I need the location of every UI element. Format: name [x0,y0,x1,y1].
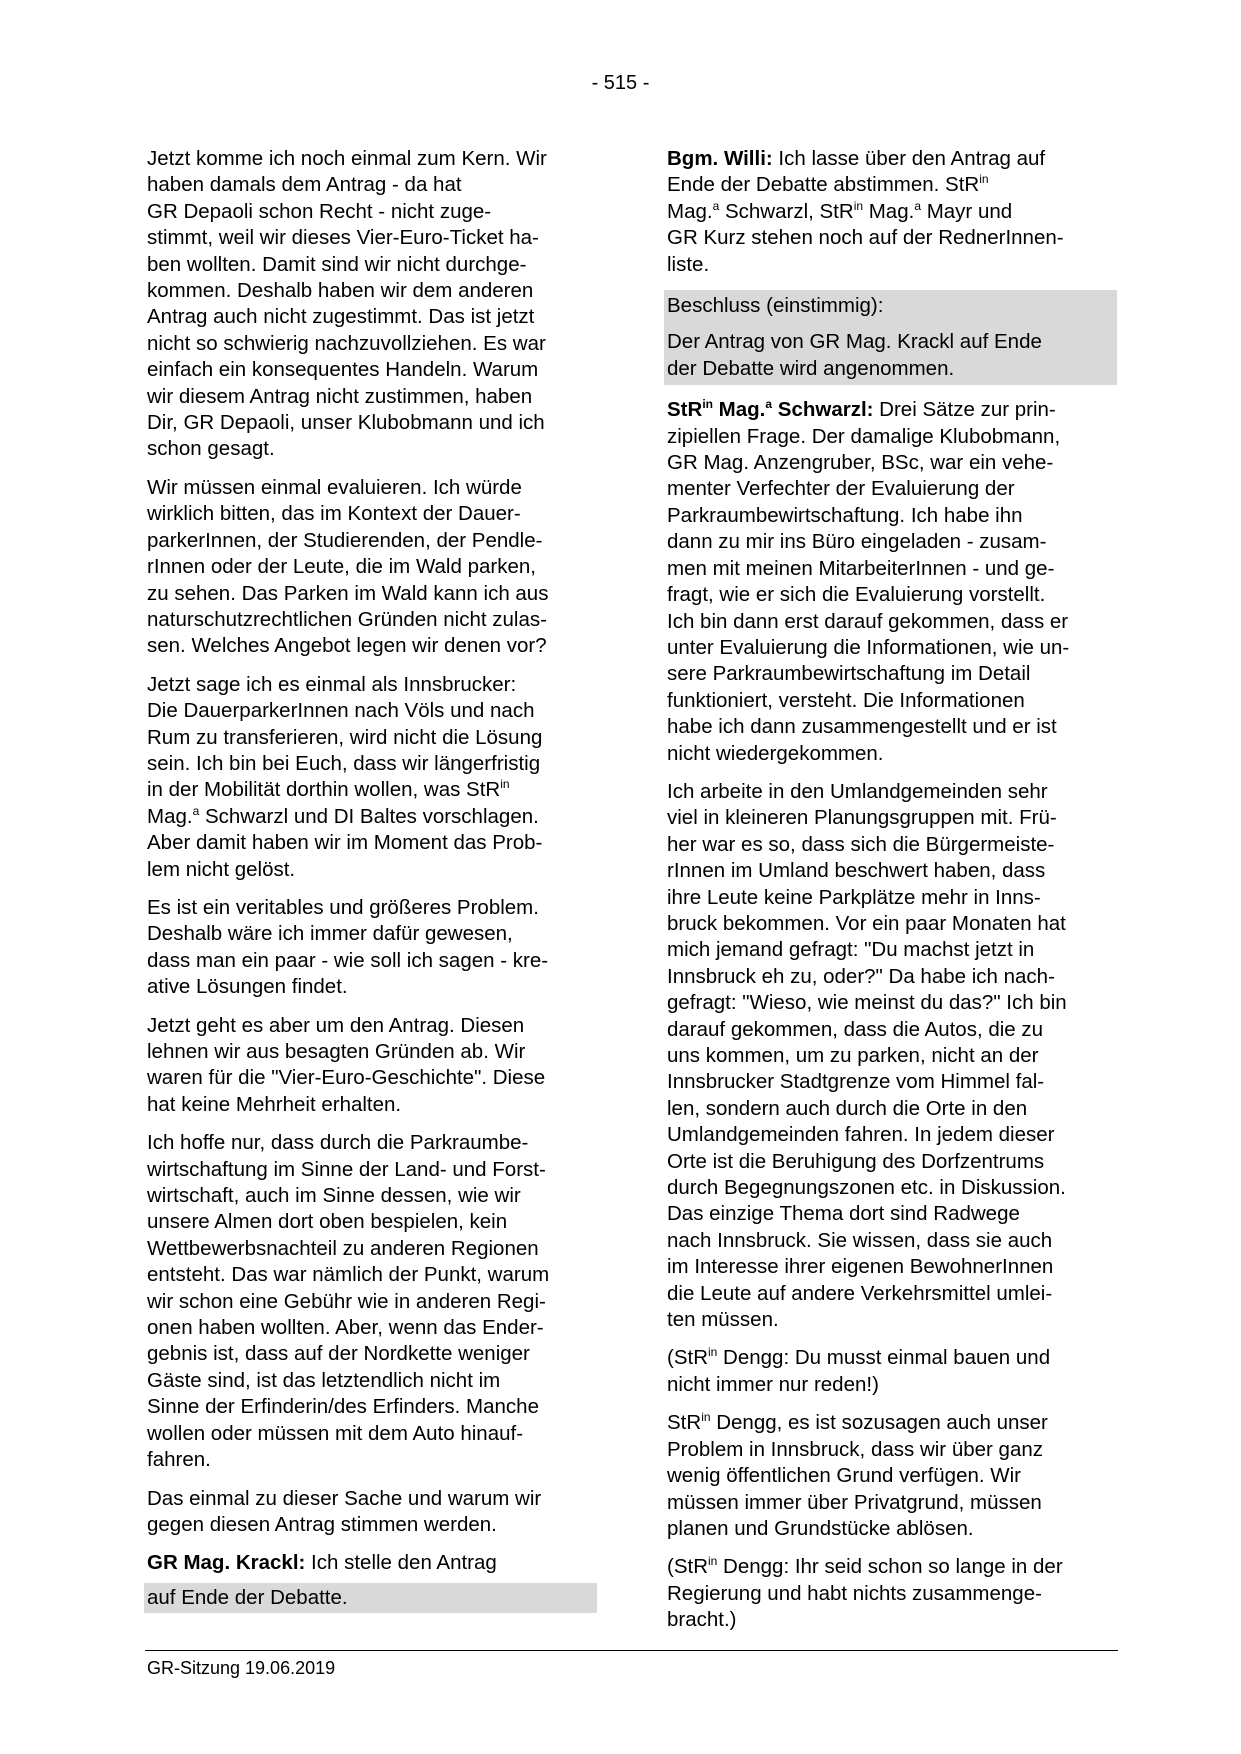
superscript: in [708,1554,718,1569]
text-line: Regierung und habt nichts zusammenge- [667,1581,1042,1605]
text-line: Die DauerparkerInnen nach Völs und nach [147,699,535,723]
text-line: fragt, wie er sich die Evaluierung vorstellt. [667,583,1046,607]
text-line: ten müssen. [667,1308,779,1332]
text-line: fahren. [147,1448,211,1472]
text-line: die Leute auf andere Verkehrsmittel umlei- [667,1281,1053,1305]
text-line: wir diesem Antrag nicht zustimmen, haben [147,384,533,408]
text-segment: in der Mobilität dorthin wollen, was StR [147,778,501,802]
text-line: rInnen oder der Leute, die im Wald parken, [147,555,536,579]
text-line: Innsbrucker Stadtgrenze vom Himmel fal- [667,1070,1045,1094]
text-line: einfach ein konsequentes Handeln. Warum [147,358,539,382]
text-line: Wir müssen einmal evaluieren. Ich würde [147,475,522,499]
text-line: auf Ende der Debatte. [147,1585,348,1609]
decision-title: Beschluss (einstimmig): [667,294,884,318]
text-line: wirtschaft, auch im Sinne dessen, wie wir [147,1184,521,1208]
speaker-name [667,398,873,421]
text-line [147,804,597,830]
text-line: dass man ein paar - wie soll ich sagen - kre- [147,948,549,972]
paragraph-evaluieren [147,475,597,660]
text-line: Antrag auch nicht zugestimmt. Das ist jetzt [147,305,535,329]
text-segment: Mag. [667,199,713,223]
text-line: Jetzt sage ich es einmal als Innsbrucker: [147,672,517,696]
text-line: Ich hoffe nur, dass durch die Parkraumbe- [147,1131,529,1155]
text-segment: Dengg: Ihr seid schon so lange in der [717,1555,1063,1579]
text-line: durch Begegnungszonen etc. in Diskussion. [667,1176,1066,1200]
superscript: in [500,777,510,792]
text-segment: Mayr und [921,199,1013,223]
text-line: parkerInnen, der Studierenden, der Pendle- [147,528,543,552]
text-line: sere Parkraumbewirtschaftung im Detail [667,662,1031,686]
text-line: lehnen wir aus besagten Gründen ab. Wir [147,1040,526,1063]
text-line: rInnen im Umland beschwert haben, dass [667,859,1046,883]
text-line: naturschutzrechtlichen Gründen nicht zulas- [147,607,547,631]
text-line: sein. Ich bin bei Euch, dass wir längerfristig [147,751,541,775]
text-segment: Schwarzl: [772,398,874,422]
text-line: entsteht. Das war nämlich der Punkt, warum [147,1263,550,1287]
text-segment: Dengg, es ist sozusagen auch unser [710,1411,1048,1435]
text-line: Jetzt komme ich noch einmal zum Kern. Wir [147,147,547,170]
superscript: in [708,1345,718,1360]
text-line: Orte ist die Beruhigung des Dorfzentrums [667,1149,1045,1173]
text-line [667,146,1117,172]
superscript: a [914,198,921,213]
text-line: Problem in Innsbruck, dass wir über ganz [667,1437,1044,1461]
superscript: in [701,1410,711,1425]
text-line: Wettbewerbsnachteil zu anderen Regionen [147,1236,539,1260]
text-line: liste. [667,252,710,276]
text-line: darauf gekommen, dass die Autos, die zu [667,1017,1044,1041]
text-line: kommen. Deshalb haben wir dem anderen [147,279,534,303]
text-line: Rum zu transferieren, wird nicht die Lösung [147,725,543,749]
text-line: müssen immer über Privatgrund, müssen [667,1490,1042,1514]
paragraph-kern [147,146,597,463]
text-line: gefragt: "Wieso, wie meinst du das?" Ich bin [667,991,1067,1015]
text-line: GR Kurz stehen noch auf der RednerInnen- [667,226,1064,250]
text-line: nach Innsbruck. Sie wissen, dass sie auch [667,1228,1053,1252]
text-line: wollen oder müssen mit dem Auto hinauf- [147,1421,524,1445]
text-line: nicht immer nur reden!) [667,1372,879,1396]
text-line [147,777,597,803]
text-line: hat keine Mehrheit erhalten. [147,1092,402,1116]
superscript: in [979,172,989,187]
text-segment: Ich stelle den Antrag [305,1551,497,1575]
text-line: GR Mag. Anzengruber, BSc, war ein vehe- [667,451,1054,475]
text-line: wir schon eine Gebühr wie in anderen Regi- [147,1289,546,1313]
text-segment: StR [667,398,703,422]
text-line: Es ist ein veritables und größeres Problem. [147,895,539,919]
text-line: men mit meinen MitarbeiterInnen - und ge- [667,556,1055,580]
text-line: wenig öffentlichen Grund verfügen. Wir [667,1464,1022,1488]
text-line: unter Evaluierung die Informationen, wie un- [667,635,1070,659]
superscript: in [702,397,713,412]
text-line: stimmt, weil wir dieses Vier-Euro-Ticket ha- [147,226,539,250]
paragraph-willi [667,146,1117,278]
text-line: Dir, GR Depaoli, unser Klubobmann und ich [147,411,545,435]
text-line: mich jemand gefragt: "Du machst jetzt in [667,938,1035,962]
text-line: Das einmal zu dieser Sache und warum wir [147,1486,542,1510]
text-line: zipiellen Frage. Der damalige Klubobmann, [667,424,1061,448]
paragraph-interjection-dengg-1 [667,1345,1117,1398]
text-line: zu sehen. Das Parken im Wald kann ich aus [147,581,549,605]
paragraph-parkraum [147,1130,597,1473]
text-line: onen haben wollten. Aber, wenn das Ender- [147,1316,544,1340]
superscript: a [765,397,773,412]
text-line: Das einzige Thema dort sind Radwege [667,1202,1020,1226]
text-segment: Ich lasse über den Antrag auf [772,147,1046,170]
text-line: bracht.) [667,1608,737,1632]
paragraph-schwarzl [667,397,1117,767]
text-line: unsere Almen dort oben bespielen, kein [147,1210,508,1234]
paragraph-sache [147,1486,597,1539]
text-line: Umlandgemeinden fahren. In jedem dieser [667,1123,1055,1147]
text-line: funktioniert, versteht. Die Informationen [667,688,1025,712]
text-line: sen. Welches Angebot legen wir denen vor? [147,634,547,658]
text-line: waren für die "Vier-Euro-Geschichte". Diese [147,1066,546,1090]
text-line: im Interesse ihrer eigenen BewohnerInnen [667,1255,1054,1279]
decision-box [664,290,1117,385]
decision-text-line: Der Antrag von GR Mag. Krackl auf Ende [667,330,1042,354]
text-line: menter Verfechter der Evaluierung der [667,477,1015,501]
paragraph-innsbrucker [147,672,597,883]
text-line [667,1554,1117,1580]
text-line: nicht wiedergekommen. [667,741,884,765]
text-line [667,397,1117,423]
text-line: ihre Leute keine Parkplätze mehr in Inns- [667,885,1041,909]
speaker-name: GR Mag. Krackl: [147,1551,306,1575]
paragraph-krackl [147,1550,597,1576]
text-line: Ich arbeite in den Umlandgemeinden sehr [667,779,1048,803]
footer-session-date: GR-Sitzung 19.06.2019 [147,1658,336,1678]
text-line: her war es so, dass sich die Bürgermeiste- [667,832,1055,856]
text-segment: (StR [667,1555,708,1579]
superscript: a [192,803,200,818]
superscript: a [712,198,720,213]
text-segment: Schwarzl, StR [719,199,854,223]
left-column [147,146,597,1613]
speaker-name: Bgm. Willi: [667,147,773,170]
text-line: bruck bekommen. Vor ein paar Monaten hat [667,911,1066,935]
footer-divider [145,1650,1118,1651]
text-line: Gäste sind, ist das letztendlich nicht im [147,1368,501,1392]
right-column [667,146,1117,1646]
paragraph-umland [667,779,1117,1334]
text-line: nicht so schwierig nachzuvollziehen. Es war [147,331,546,355]
text-line: len, sondern auch durch die Orte in den [667,1096,1028,1120]
text-segment: Mag. [712,398,766,422]
text-line: lem nicht gelöst. [147,857,296,881]
text-segment: Mag. [147,804,193,828]
text-line: gegen diesen Antrag stimmen werden. [147,1512,497,1536]
paragraph-interjection-dengg-2 [667,1554,1117,1633]
text-line [667,199,1117,225]
shaded-motion [144,1583,597,1613]
text-line: Jetzt geht es aber um den Antrag. Diesen [147,1013,525,1037]
text-segment: Drei Sätze zur prin- [873,398,1056,422]
text-line: Sinne der Erfinderin/des Erfinders. Manche [147,1395,539,1419]
text-line: schon gesagt. [147,437,275,461]
text-line: Parkraumbewirtschaftung. Ich habe ihn [667,503,1023,527]
text-line: Deshalb wäre ich immer dafür gewesen, [147,922,513,946]
text-segment: (StR [667,1346,708,1370]
text-line [667,1345,1117,1371]
text-line: planen und Grundstücke ablösen. [667,1516,974,1540]
text-line: wirtschaftung im Sinne der Land- und Forst- [147,1157,546,1181]
text-line: Innsbruck eh zu, oder?" Da habe ich nach- [667,964,1055,988]
paragraph-problem [147,895,597,1001]
text-segment: Dengg: Du musst einmal bauen und [717,1346,1051,1370]
text-segment: Schwarzl und DI Baltes vorschlagen. [199,804,539,828]
text-line: Ich bin dann erst darauf gekommen, dass er [667,609,1069,633]
text-line: habe ich dann zusammengestellt und er ist [667,715,1057,739]
decision-text-line: der Debatte wird angenommen. [667,356,955,380]
text-line: wirklich bitten, das im Kontext der Dauer- [147,502,521,526]
text-line [667,172,1117,198]
text-segment: Mag. [863,199,915,223]
text-line: GR Depaoli schon Recht - nicht zuge- [147,199,492,223]
superscript: in [853,198,864,213]
text-line: Aber damit haben wir im Moment das Prob- [147,831,543,855]
text-line: ben wollten. Damit sind wir nicht durchge- [147,252,527,276]
text-segment: Ende der Debatte abstimmen. StR [667,173,980,197]
paragraph-antrag [147,1013,597,1119]
text-line [147,1550,597,1576]
text-segment: StR [667,1411,702,1435]
text-line: gebnis ist, dass auf der Nordkette weniger [147,1342,530,1366]
text-line [667,1410,1117,1436]
page-number: - 515 - [591,72,650,94]
text-line: dann zu mir ins Büro eingeladen - zusam- [667,530,1047,554]
paragraph-dengg-reply [667,1410,1117,1542]
text-line: haben damals dem Antrag - da hat [147,173,462,197]
text-line: uns kommen, um zu parken, nicht an der [667,1044,1039,1067]
text-line: ative Lösungen findet. [147,975,348,999]
text-line: viel in kleineren Planungsgruppen mit. Frü- [667,806,1057,830]
decision-gap [667,319,1114,329]
